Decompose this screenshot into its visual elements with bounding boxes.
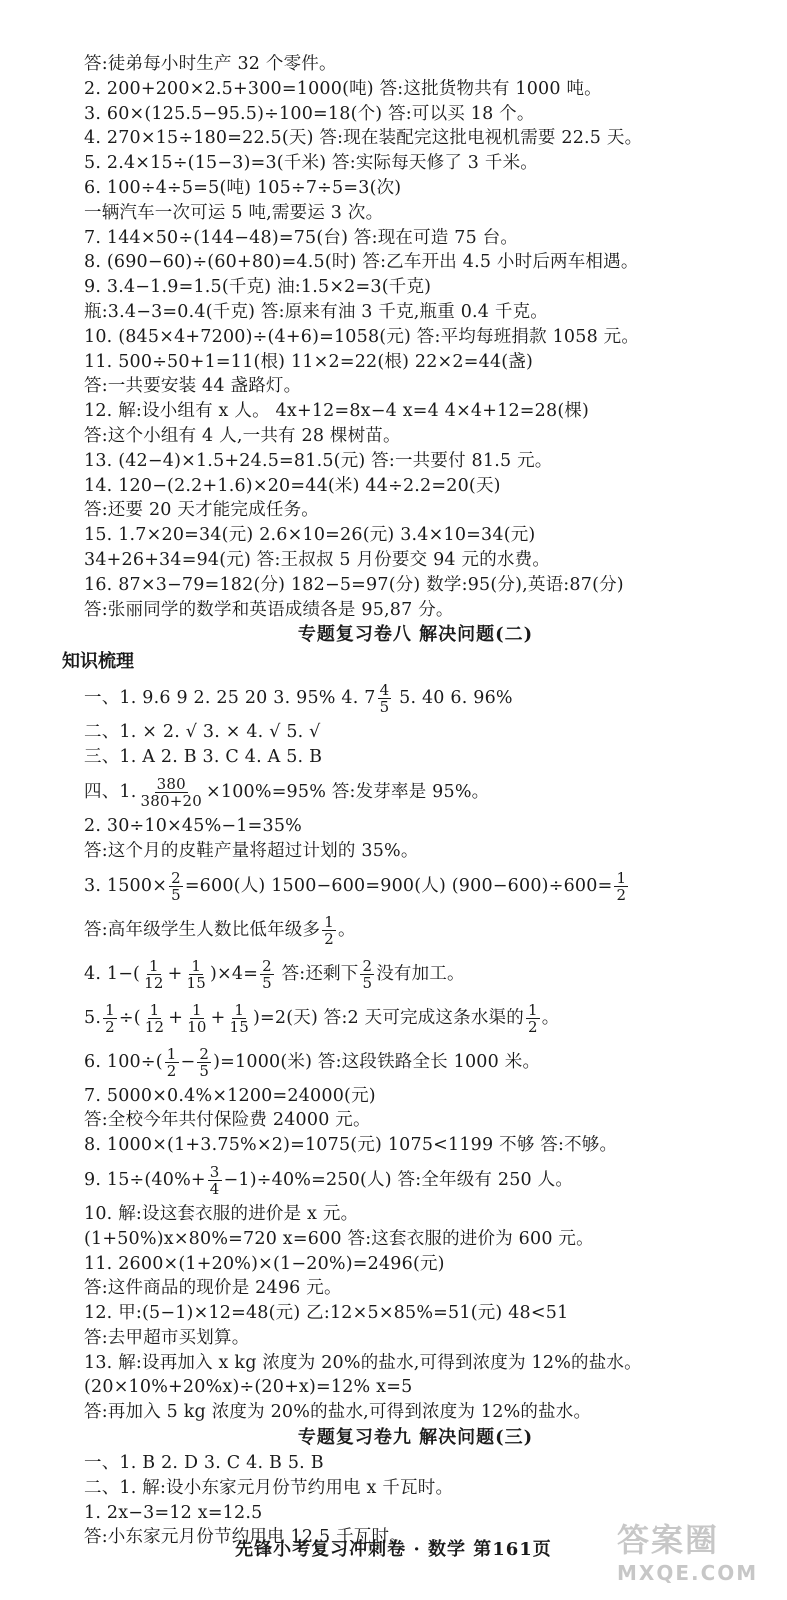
fraction: $\frac{1}{2}$ <box>166 1044 177 1080</box>
answer-line: 三、1. A 2. B 3. C 4. A 5. B <box>84 747 323 768</box>
section-title-9: 专题复习卷九 解决问题(三) <box>297 1427 534 1449</box>
answer-line: 答:还要 20 天才能完成任务。 <box>84 500 319 521</box>
answer-line: 11. 500÷50+1=11(根) 11×2=22(根) 22×2=44(盏) <box>84 351 534 372</box>
fraction: $\frac{1}{15}$ <box>186 956 206 992</box>
answer-line: 四、1. $\frac{380}{380+20}$ ×100%=95% 答:发芽率是 95%。 <box>84 774 490 810</box>
answer-line: 9. 15÷(40%+ $\frac{3}{4}$ −1)÷40%=250(人) 答:全年级有 250 人。 <box>84 1162 574 1198</box>
section-title-8: 专题复习卷八 解决问题(二) <box>297 624 534 646</box>
fraction: $\frac{1}{2}$ <box>527 1000 538 1036</box>
answer-line: 答:张丽同学的数学和英语成绩各是 95,87 分。 <box>84 599 454 620</box>
answer-line: 6. 100÷4÷5=5(吨) 105÷7÷5=3(次) <box>84 177 402 198</box>
answer-line: 13. 解:设再加入 x kg 浓度为 20%的盐水,可得到浓度为 12%的盐水。 <box>84 1352 642 1373</box>
watermark-text: 答案圈 <box>617 1521 720 1559</box>
page-footer: 先锋小考复习冲刺卷 · 数学 第161页 <box>235 1539 552 1560</box>
fraction: $\frac{1}{2}$ <box>616 868 627 904</box>
answer-line: 答:全校今年共付保险费 24000 元。 <box>84 1110 371 1131</box>
answer-line: 二、1. × 2. √ 3. × 4. √ 5. √ <box>84 722 321 743</box>
answer-line: 4. 270×15÷180=22.5(天) 答:现在装配完这批电视机需要 22.5 天。 <box>84 128 643 149</box>
answer-line: 15. 1.7×20=34(元) 2.6×10=26(元) 3.4×10=34(元) <box>84 525 536 546</box>
answer-line: 答:去甲超市买划算。 <box>84 1327 250 1348</box>
answer-line: 8. (690−60)÷(60+80)=4.5(时) 答:乙车开出 4.5 小时后两车相遇。 <box>84 252 639 273</box>
answer-line: 二、1. 解:设小东家元月份节约用电 x 千瓦时。 <box>84 1477 454 1498</box>
answer-line: 2. 30÷10×45%−1=35% <box>84 815 302 836</box>
answer-line: 1. 2x−3=12 x=12.5 <box>84 1502 263 1523</box>
answer-line: 答:高年级学生人数比低年级多 $\frac{1}{2}$ 。 <box>84 912 356 948</box>
answer-line: 答:小东家元月份节约用电 12.5 千瓦时。 <box>84 1527 407 1548</box>
answer-page <box>62 52 747 1550</box>
fraction: $\frac{1}{12}$ <box>144 956 164 992</box>
fraction: $\frac{1}{12}$ <box>144 1000 165 1036</box>
answer-line: 瓶:3.4−3=0.4(千克) 答:原来有油 3 千克,瓶重 0.4 千克。 <box>84 301 549 322</box>
answer-line: 6. 100÷( $\frac{1}{2}$ − $\frac{2}{5}$ )=1000(米) 答:这段铁路全长 1000 米。 <box>84 1044 541 1080</box>
answer-line: 8. 1000×(1+3.75%×2)=1075(元) 1075<1199 不够 答:不够。 <box>84 1135 618 1156</box>
answer-line: 答:再加入 5 kg 浓度为 20%的盐水,可得到浓度为 12%的盐水。 <box>84 1402 592 1423</box>
fraction: $\frac{2}{5}$ <box>171 868 181 904</box>
answer-line: 答:这个小组有 4 人,一共有 28 棵树苗。 <box>84 425 401 446</box>
answer-line: 3. 60×(125.5−95.5)÷100=18(个) 答:可以买 18 个。 <box>84 103 535 124</box>
fraction: $\frac{4}{5}$ <box>379 681 390 717</box>
answer-line: 12. 解:设小组有 x 人。 4x+12=8x−4 x=4 4×4+12=28(棵) <box>84 401 590 422</box>
answer-line: 7. 5000×0.4%×1200=24000(元) <box>84 1085 376 1106</box>
answer-line: 答:这件商品的现价是 2496 元。 <box>84 1278 342 1299</box>
answer-line: 答:一共要安装 44 盏路灯。 <box>84 376 302 397</box>
answer-line: 16. 87×3−79=182(分) 182−5=97(分) 数学:95(分),英语:87(分) <box>84 574 624 595</box>
answer-line: 12. 甲:(5−1)×12=48(元) 乙:12×5×85%=51(元) 48<51 <box>84 1303 569 1324</box>
answer-line: 一、1. B 2. D 3. C 4. B 5. B <box>84 1453 324 1474</box>
answer-line: 一辆汽车一次可运 5 吨,需要运 3 次。 <box>84 202 384 223</box>
fraction: $\frac{2}{5}$ <box>362 956 373 992</box>
fraction: $\frac{3}{4}$ <box>209 1162 220 1198</box>
fraction: $\frac{1}{10}$ <box>187 1000 207 1036</box>
answer-list-top <box>84 52 747 622</box>
answer-line: (1+50%)x×80%=720 x=600 答:这套衣服的进价为 600 元。 <box>84 1228 594 1249</box>
answer-line: 4. 1−( $\frac{1}{12}$ + $\frac{1}{15}$ )×4= $\frac{2}{5}$ 答:还剩下 $\frac{2}{5}$ 没有加工。 <box>84 956 465 992</box>
fraction: $\frac{1}{2}$ <box>324 912 334 948</box>
answer-line: 答:这个月的皮鞋产量将超过计划的 35%。 <box>84 840 419 861</box>
answer-line: 14. 120−(2.2+1.6)×20=44(米) 44÷2.2=20(天) <box>84 475 501 496</box>
knowledge-label: 知识梳理 <box>62 651 134 673</box>
answer-line: (20×10%+20%x)÷(20+x)=12% x=5 <box>84 1377 413 1398</box>
answer-line: 9. 3.4−1.9=1.5(千克) 油:1.5×2=3(千克) <box>84 277 432 298</box>
fraction: $\frac{380}{380+20}$ <box>140 774 202 810</box>
answer-line: 13. (42−4)×1.5+24.5=81.5(元) 答:一共要付 81.5 元。 <box>84 450 553 471</box>
fraction: $\frac{2}{5}$ <box>199 1044 210 1080</box>
fraction: $\frac{2}{5}$ <box>262 956 272 992</box>
answer-line: 34+26+34=94(元) 答:王叔叔 5 月份要交 94 元的水费。 <box>84 549 551 570</box>
answer-line: 10. 解:设这套衣服的进价是 x 元。 <box>84 1203 359 1224</box>
answer-line: 5. 2.4×15÷(15−3)=3(千米) 答:实际每天修了 3 千米。 <box>84 153 538 174</box>
fraction: $\frac{1}{15}$ <box>229 1000 249 1036</box>
answer-line: 11. 2600×(1+20%)×(1−20%)=2496(元) <box>84 1253 445 1274</box>
watermark-logo <box>617 1515 767 1590</box>
answer-line: 一、1. 9.6 9 2. 25 20 3. 95% 4. 7 $\frac{4}{5}$ 5. 40 6. 96% <box>84 681 513 717</box>
answer-line: 5. $\frac{1}{2}$ ÷( $\frac{1}{12}$ + $\frac{1}{10}$ + $\frac{1}{15}$ )=2(天) 答:2 天可完成这条水渠的 $\frac{1}{2}$ 。 <box>84 1000 560 1036</box>
fraction: $\frac{1}{2}$ <box>105 1000 115 1036</box>
answer-line: 7. 144×50÷(144−48)=75(台) 答:现在可造 75 台。 <box>84 227 519 248</box>
watermark-url: MXQE.COM <box>617 1561 759 1585</box>
answer-line: 2. 200+200×2.5+300=1000(吨) 答:这批货物共有 1000 吨。 <box>84 78 602 99</box>
answer-line: 10. (845×4+7200)÷(4+6)=1058(元) 答:平均每班捐款 1058 元。 <box>84 326 640 347</box>
answer-line: 答:徒弟每小时生产 32 个零件。 <box>84 54 337 74</box>
answer-line: 3. 1500× $\frac{2}{5}$ =600(人) 1500−600=900(人) (900−600)÷600= $\frac{1}{2}$ <box>84 868 627 904</box>
